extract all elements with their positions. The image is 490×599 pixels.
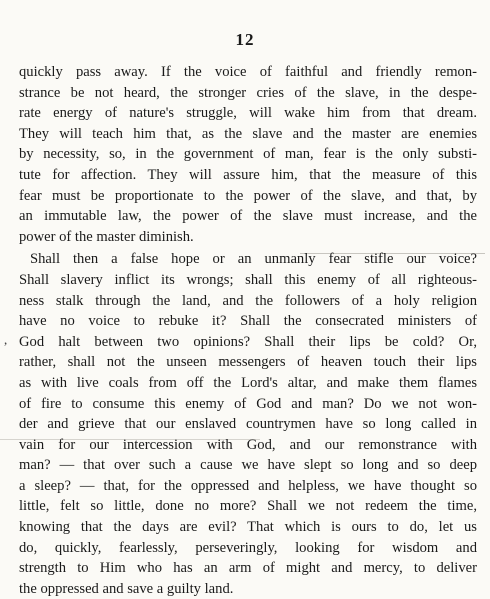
text-line: the oppressed and save a guilty land. [19, 580, 234, 597]
text-line: strength to Him who has an arm of might and mercy, to deliver [19, 560, 477, 577]
text-line: knowing that the days are evil? That which is ours to do, let us [19, 519, 477, 536]
text-line: man? — that over such a cause we have slept so long and so deep [19, 457, 477, 474]
paragraph-2 [19, 249, 477, 599]
text-line: have no voice to rebuke it? Shall the consecrated ministers of [19, 313, 477, 330]
text-line: Shall then a false hope or an unmanly fear stifle our voice? [30, 251, 477, 268]
text-line: vain for our intercession with God, and our remonstrance with [19, 436, 477, 453]
text-line: strance be not heard, the stronger cries of the slave, in the despe- [19, 84, 477, 101]
text-line: rate energy of nature's struggle, will wake him from that dream. [19, 105, 477, 122]
text-line: ness stalk through the land, and the followers of a holy religion [19, 292, 477, 309]
text-line: der and grieve that our enslaved countrymen have so long called in [19, 416, 477, 433]
margin-mark: , [4, 332, 8, 347]
body-text [19, 62, 477, 599]
text-line: a sleep? — that, for the oppressed and helpless, we have thought so [19, 477, 477, 494]
text-line: rather, shall not the unseen messengers of heaven touch their lips [19, 354, 477, 371]
text-line: God halt between two opinions? Shall their lips be cold? Or, [19, 333, 477, 350]
text-line: an immutable law, the power of the slave must increase, and the [19, 208, 477, 225]
text-line: by necessity, so, in the government of man, fear is the only substi- [19, 146, 477, 163]
text-line: little, felt so little, done no more? Shall we not redeem the time, [19, 498, 477, 515]
text-line: of fire to consume this enemy of God and man? Do we not won- [19, 395, 477, 412]
text-line: They will teach him that, as the slave and the master are enemies [19, 125, 477, 142]
text-line: fear must be proportionate to the power of the slave, and that, by [19, 187, 477, 204]
text-line: tute for affection. They will assure him, that the measure of this [19, 166, 477, 183]
paragraph-1 [19, 62, 477, 247]
text-line: power of the master diminish. [19, 228, 194, 245]
text-line: as with live coals from off the Lord's altar, and make them flames [19, 374, 477, 391]
text-line: do, quickly, fearlessly, perseveringly, looking for wisdom and [19, 539, 477, 556]
page-number: 12 [235, 30, 255, 49]
text-line: Shall slavery inflict its wrongs; shall this enemy of all righteous- [19, 271, 477, 288]
text-line: quickly pass away. If the voice of faithful and friendly remon- [19, 64, 477, 80]
